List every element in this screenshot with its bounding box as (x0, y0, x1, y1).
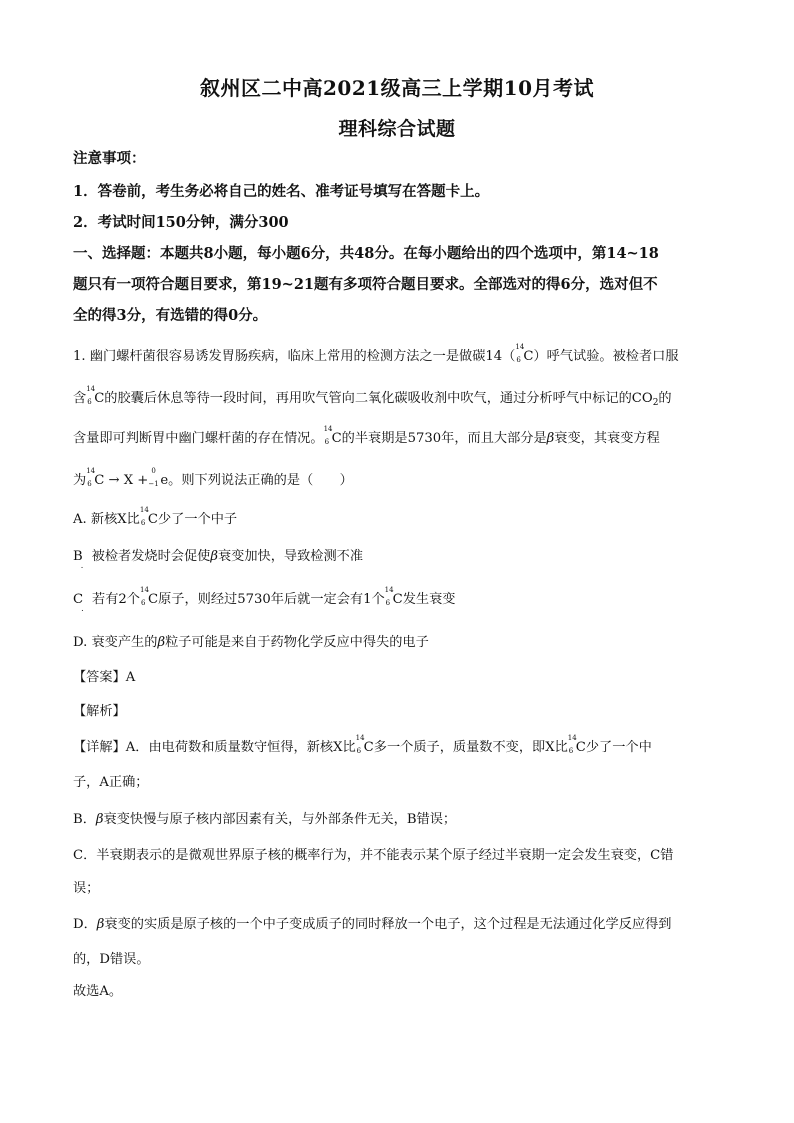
option-b: $B_.$ 被检者发烧时会促使β衰变加快，导致检测不准 (73, 549, 364, 570)
question-1-line-2: 含 14 6 C的胶囊后休息等待一段时间，再用吹气管向二氧化碳吸收剂中吹气，通过分析呼气中标记的$CO_2$的 (73, 385, 672, 408)
nuclide-c14: 14 6 (515, 343, 525, 364)
analysis-b: B．β衰变快慢与原子核内部因素有关，与外部条件无关，B错误； (73, 812, 457, 827)
page-title: 叙州区二中高2021级高三上学期10月考试 (200, 76, 594, 100)
decay-equation: 14 6 (86, 467, 96, 488)
analysis-d-line-1: D．β衰变的实质是原子核的一个中子变成质子的同时释放一个电子，这个过程是无法通过化学反应得到 (73, 917, 672, 932)
section-instruction-line-1: 一、选择题：本题共8小题，每小题6分，共48分。在每小题给出的四个选项中，第14~18 (73, 245, 659, 262)
analysis-a-line-1: 【详解】A．由电荷数和质量数守恒得，新核X比 14 6 C多一个质子，质量数不变，即X比 14 6 C少了一个中 (73, 734, 652, 755)
conclusion: 故选A。 (73, 984, 123, 999)
analysis-d-line-2: 的，D错误。 (73, 952, 150, 967)
page-subtitle: 理科综合试题 (338, 118, 456, 140)
analysis-a-line-2: 子，A正确； (73, 775, 149, 790)
question-1-line-3: 含量即可判断胃中幽门螺杆菌的存在情况。 14 6 C的半衰期是5730年，而且大部分是β衰变，其衰变方程 (73, 425, 660, 446)
option-c: $C_.$ 若有2个 14 6 C原子，则经过5730年后就一定会有1个 14 6 C发生衰变 (73, 586, 456, 613)
section-instruction-line-3: 全的得3分，有选错的得0分。 (73, 307, 268, 324)
option-a: A. 新核X比 14 6 C少了一个中子 (73, 506, 238, 527)
analysis-c-line-1: C．半衰期表示的是微观世界原子核的概率行为，并不能表示某个原子经过半衰期一定会发生衰变，C错 (73, 848, 674, 863)
question-1-line-1: 1. 幽门螺杆菌很容易诱发胃肠疾病，临床上常用的检测方法之一是做碳14（ 14 6 C）呼气试验。被检者口服 (73, 343, 679, 364)
analysis-c-line-2: 误； (73, 881, 100, 896)
option-d: D. 衰变产生的β粒子可能是来自于药物化学反应中得失的电子 (73, 635, 429, 650)
notice-heading: 注意事项： (73, 150, 146, 167)
section-instruction-line-2: 题只有一项符合题目要求，第19~21题有多项符合题目要求。全部选对的得6分，选对但不 (73, 276, 658, 293)
notice-item-1: 1．答卷前，考生务必将自己的姓名、准考证号填写在答题卡上。 (73, 183, 490, 200)
answer-line: 【答案】A (73, 670, 136, 685)
co2-formula: $CO_2$ (631, 391, 659, 408)
analysis-label: 【解析】 (73, 704, 126, 719)
question-1-line-4: 为 14 6 C → X + 0 −1 e。则下列说法正确的是（ ） (73, 467, 353, 488)
notice-item-2: 2．考试时间150分钟，满分300 (73, 214, 289, 231)
